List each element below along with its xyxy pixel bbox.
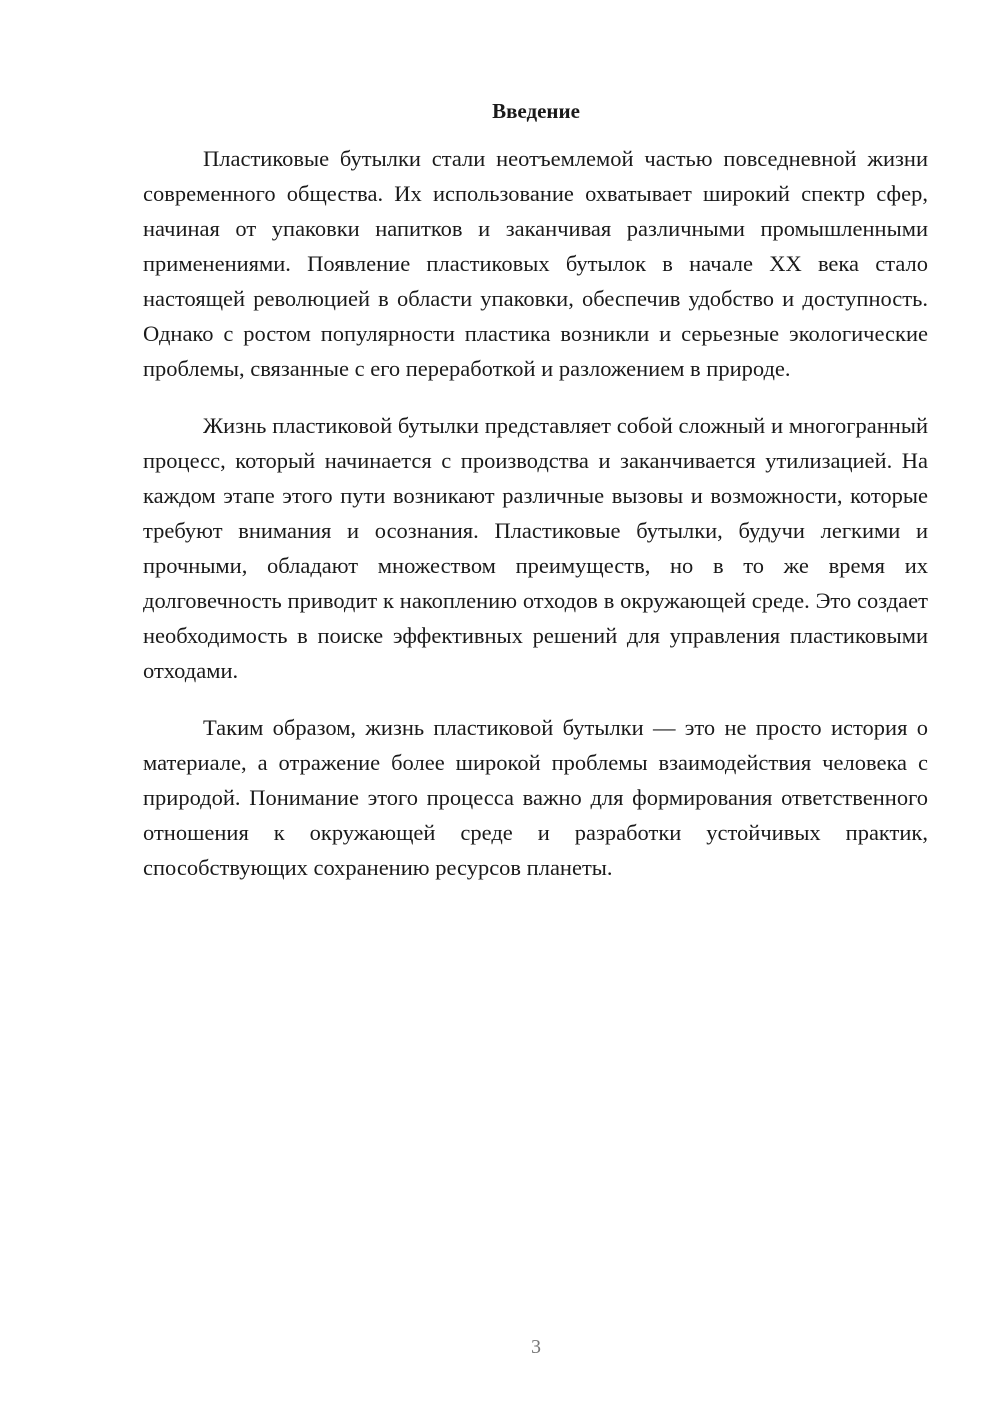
section-title: Введение xyxy=(492,99,580,123)
paragraph-3: Таким образом, жизнь пластиковой бутылки — это не просто история о материале, а отражение более широкой проблемы взаимодействия человека с природой. Понимание этого процесса важно для формирования ответственного отношения к окружающей среде и разработки устойчивых практик, способствующих сохранению ресурсов планеты. xyxy=(143,715,928,880)
document-body xyxy=(143,141,928,907)
page-number: 3 xyxy=(531,1336,541,1358)
paragraph-2: Жизнь пластиковой бутылки представляет собой сложный и многогранный процесс, который начинается с производства и заканчивается утилизацией. На каждом этапе этого пути возникают различные вызовы и возможности, которые требуют внимания и осознания. Пластиковые бутылки, будучи легкими и прочными, обладают множеством преимуществ, но в то же время их долговечность приводит к накоплению отходов в окружающей среде. Это создает необходимость в поиске эффективных решений для управления пластиковыми отходами. xyxy=(143,413,928,683)
paragraph-1: Пластиковые бутылки стали неотъемлемой частью повседневной жизни современного общества. Их использование охватывает широкий спектр сфер, начиная от упаковки напитков и заканчивая различными промышленными применениями. Появление пластиковых бутылок в начале XX века стало настоящей революцией в области упаковки, обеспечив удобство и доступность. Однако с ростом популярности пластика возникли и серьезные экологические проблемы, связанные с его переработкой и разложением в природе. xyxy=(143,146,928,381)
